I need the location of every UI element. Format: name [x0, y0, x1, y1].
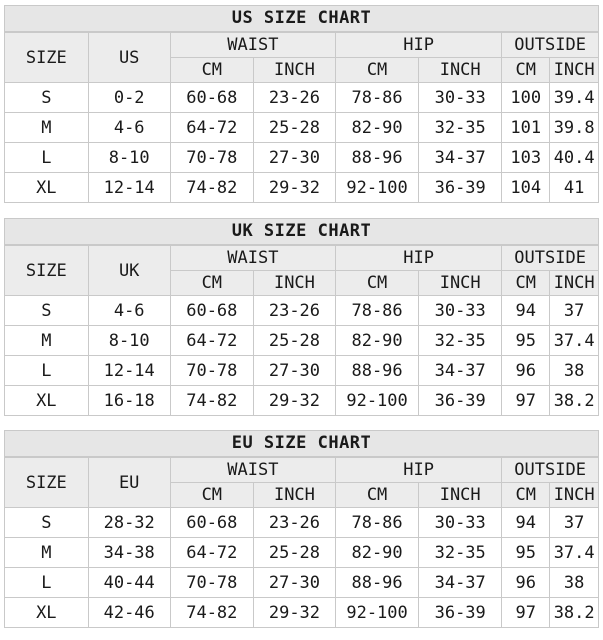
region-cell: 34-38: [88, 538, 170, 568]
region-cell: 4-6: [88, 113, 170, 143]
table-row: [5, 568, 598, 598]
hip-cm-cell: 88-96: [336, 356, 419, 386]
chart-title: US SIZE CHART: [5, 6, 598, 32]
size-chart-eu: [4, 430, 599, 628]
region-cell: 12-14: [88, 356, 170, 386]
size-cell: XL: [5, 173, 88, 203]
outside-cm-cell: 97: [502, 386, 550, 416]
region-cell: 16-18: [88, 386, 170, 416]
region-cell: 8-10: [88, 326, 170, 356]
region-cell: 4-6: [88, 296, 170, 326]
outside-cm-cell: 101: [502, 113, 550, 143]
waist-cm-cell: 70-78: [170, 143, 253, 173]
inch-unit-header: INCH: [419, 58, 502, 83]
region-column-header: EU: [88, 458, 170, 508]
outside-inch-cell: 38: [550, 568, 598, 598]
header-row: [5, 33, 598, 58]
inch-unit-header: INCH: [253, 483, 335, 508]
waist-inch-cell: 29-32: [253, 386, 335, 416]
cm-unit-header: CM: [336, 58, 419, 83]
size-cell: XL: [5, 598, 88, 628]
table-row: [5, 508, 598, 538]
chart-title: EU SIZE CHART: [5, 431, 598, 457]
hip-inch-cell: 30-33: [419, 296, 502, 326]
waist-cm-cell: 74-82: [170, 386, 253, 416]
size-table: [5, 245, 598, 415]
waist-cm-cell: 60-68: [170, 508, 253, 538]
outside-cm-cell: 104: [502, 173, 550, 203]
hip-cm-cell: 92-100: [336, 173, 419, 203]
hip-header: HIP: [336, 33, 502, 58]
hip-header: HIP: [336, 458, 502, 483]
outside-inch-cell: 37.4: [550, 326, 598, 356]
outside-inch-cell: 41: [550, 173, 598, 203]
size-cell: S: [5, 296, 88, 326]
hip-cm-cell: 92-100: [336, 598, 419, 628]
hip-inch-cell: 30-33: [419, 508, 502, 538]
inch-unit-header: INCH: [253, 271, 335, 296]
hip-inch-cell: 30-33: [419, 83, 502, 113]
hip-cm-cell: 82-90: [336, 113, 419, 143]
hip-header: HIP: [336, 246, 502, 271]
table-row: [5, 326, 598, 356]
hip-inch-cell: 32-35: [419, 538, 502, 568]
chart-title: UK SIZE CHART: [5, 219, 598, 245]
waist-cm-cell: 64-72: [170, 538, 253, 568]
size-column-header: SIZE: [5, 458, 88, 508]
hip-cm-cell: 92-100: [336, 386, 419, 416]
size-cell: L: [5, 356, 88, 386]
waist-cm-cell: 74-82: [170, 598, 253, 628]
cm-unit-header: CM: [336, 271, 419, 296]
waist-cm-cell: 64-72: [170, 113, 253, 143]
cm-unit-header: CM: [502, 271, 550, 296]
outside-cm-cell: 100: [502, 83, 550, 113]
region-cell: 40-44: [88, 568, 170, 598]
waist-inch-cell: 23-26: [253, 296, 335, 326]
outside-inch-cell: 39.4: [550, 83, 598, 113]
outside-cm-cell: 95: [502, 538, 550, 568]
size-column-header: SIZE: [5, 33, 88, 83]
outside-cm-cell: 96: [502, 356, 550, 386]
region-column-header: US: [88, 33, 170, 83]
size-cell: L: [5, 143, 88, 173]
hip-cm-cell: 78-86: [336, 296, 419, 326]
waist-inch-cell: 29-32: [253, 173, 335, 203]
outside-inch-cell: 37: [550, 508, 598, 538]
table-row: [5, 113, 598, 143]
cm-unit-header: CM: [170, 58, 253, 83]
size-cell: S: [5, 508, 88, 538]
cm-unit-header: CM: [502, 483, 550, 508]
hip-inch-cell: 34-37: [419, 568, 502, 598]
waist-cm-cell: 60-68: [170, 83, 253, 113]
waist-inch-cell: 25-28: [253, 113, 335, 143]
outside-header: OUTSIDE: [502, 246, 598, 271]
waist-inch-cell: 25-28: [253, 538, 335, 568]
table-row: [5, 173, 598, 203]
table-row: [5, 356, 598, 386]
hip-cm-cell: 82-90: [336, 326, 419, 356]
waist-inch-cell: 27-30: [253, 356, 335, 386]
outside-inch-cell: 40.4: [550, 143, 598, 173]
outside-inch-cell: 38.2: [550, 386, 598, 416]
size-column-header: SIZE: [5, 246, 88, 296]
outside-cm-cell: 97: [502, 598, 550, 628]
waist-inch-cell: 27-30: [253, 568, 335, 598]
hip-inch-cell: 32-35: [419, 113, 502, 143]
waist-cm-cell: 60-68: [170, 296, 253, 326]
waist-cm-cell: 70-78: [170, 568, 253, 598]
size-table: [5, 32, 598, 202]
table-row: [5, 296, 598, 326]
header-row: [5, 458, 598, 483]
outside-header: OUTSIDE: [502, 458, 598, 483]
table-row: [5, 386, 598, 416]
header-row: [5, 246, 598, 271]
table-row: [5, 83, 598, 113]
waist-header: WAIST: [170, 246, 335, 271]
outside-cm-cell: 96: [502, 568, 550, 598]
inch-unit-header: INCH: [550, 58, 598, 83]
region-column-header: UK: [88, 246, 170, 296]
waist-inch-cell: 27-30: [253, 143, 335, 173]
waist-inch-cell: 29-32: [253, 598, 335, 628]
inch-unit-header: INCH: [419, 271, 502, 296]
size-cell: S: [5, 83, 88, 113]
outside-inch-cell: 39.8: [550, 113, 598, 143]
waist-header: WAIST: [170, 33, 335, 58]
hip-cm-cell: 82-90: [336, 538, 419, 568]
cm-unit-header: CM: [336, 483, 419, 508]
cm-unit-header: CM: [170, 271, 253, 296]
waist-cm-cell: 70-78: [170, 356, 253, 386]
size-cell: M: [5, 538, 88, 568]
outside-inch-cell: 38.2: [550, 598, 598, 628]
region-cell: 42-46: [88, 598, 170, 628]
outside-cm-cell: 103: [502, 143, 550, 173]
outside-inch-cell: 37: [550, 296, 598, 326]
inch-unit-header: INCH: [550, 271, 598, 296]
region-cell: 28-32: [88, 508, 170, 538]
waist-inch-cell: 25-28: [253, 326, 335, 356]
size-chart-uk: [4, 218, 599, 416]
waist-cm-cell: 74-82: [170, 173, 253, 203]
size-chart-us: [4, 5, 599, 203]
cm-unit-header: CM: [170, 483, 253, 508]
size-cell: XL: [5, 386, 88, 416]
inch-unit-header: INCH: [419, 483, 502, 508]
region-cell: 0-2: [88, 83, 170, 113]
hip-inch-cell: 36-39: [419, 173, 502, 203]
hip-inch-cell: 34-37: [419, 143, 502, 173]
outside-cm-cell: 94: [502, 296, 550, 326]
table-row: [5, 143, 598, 173]
size-cell: L: [5, 568, 88, 598]
outside-cm-cell: 95: [502, 326, 550, 356]
hip-inch-cell: 32-35: [419, 326, 502, 356]
region-cell: 8-10: [88, 143, 170, 173]
table-row: [5, 538, 598, 568]
hip-inch-cell: 34-37: [419, 356, 502, 386]
outside-header: OUTSIDE: [502, 33, 598, 58]
size-cell: M: [5, 326, 88, 356]
hip-cm-cell: 78-86: [336, 83, 419, 113]
size-table: [5, 457, 598, 627]
waist-inch-cell: 23-26: [253, 83, 335, 113]
waist-inch-cell: 23-26: [253, 508, 335, 538]
waist-cm-cell: 64-72: [170, 326, 253, 356]
waist-header: WAIST: [170, 458, 335, 483]
inch-unit-header: INCH: [550, 483, 598, 508]
outside-cm-cell: 94: [502, 508, 550, 538]
outside-inch-cell: 38: [550, 356, 598, 386]
hip-cm-cell: 88-96: [336, 143, 419, 173]
inch-unit-header: INCH: [253, 58, 335, 83]
hip-cm-cell: 88-96: [336, 568, 419, 598]
hip-cm-cell: 78-86: [336, 508, 419, 538]
outside-inch-cell: 37.4: [550, 538, 598, 568]
hip-inch-cell: 36-39: [419, 386, 502, 416]
table-row: [5, 598, 598, 628]
region-cell: 12-14: [88, 173, 170, 203]
hip-inch-cell: 36-39: [419, 598, 502, 628]
cm-unit-header: CM: [502, 58, 550, 83]
size-cell: M: [5, 113, 88, 143]
